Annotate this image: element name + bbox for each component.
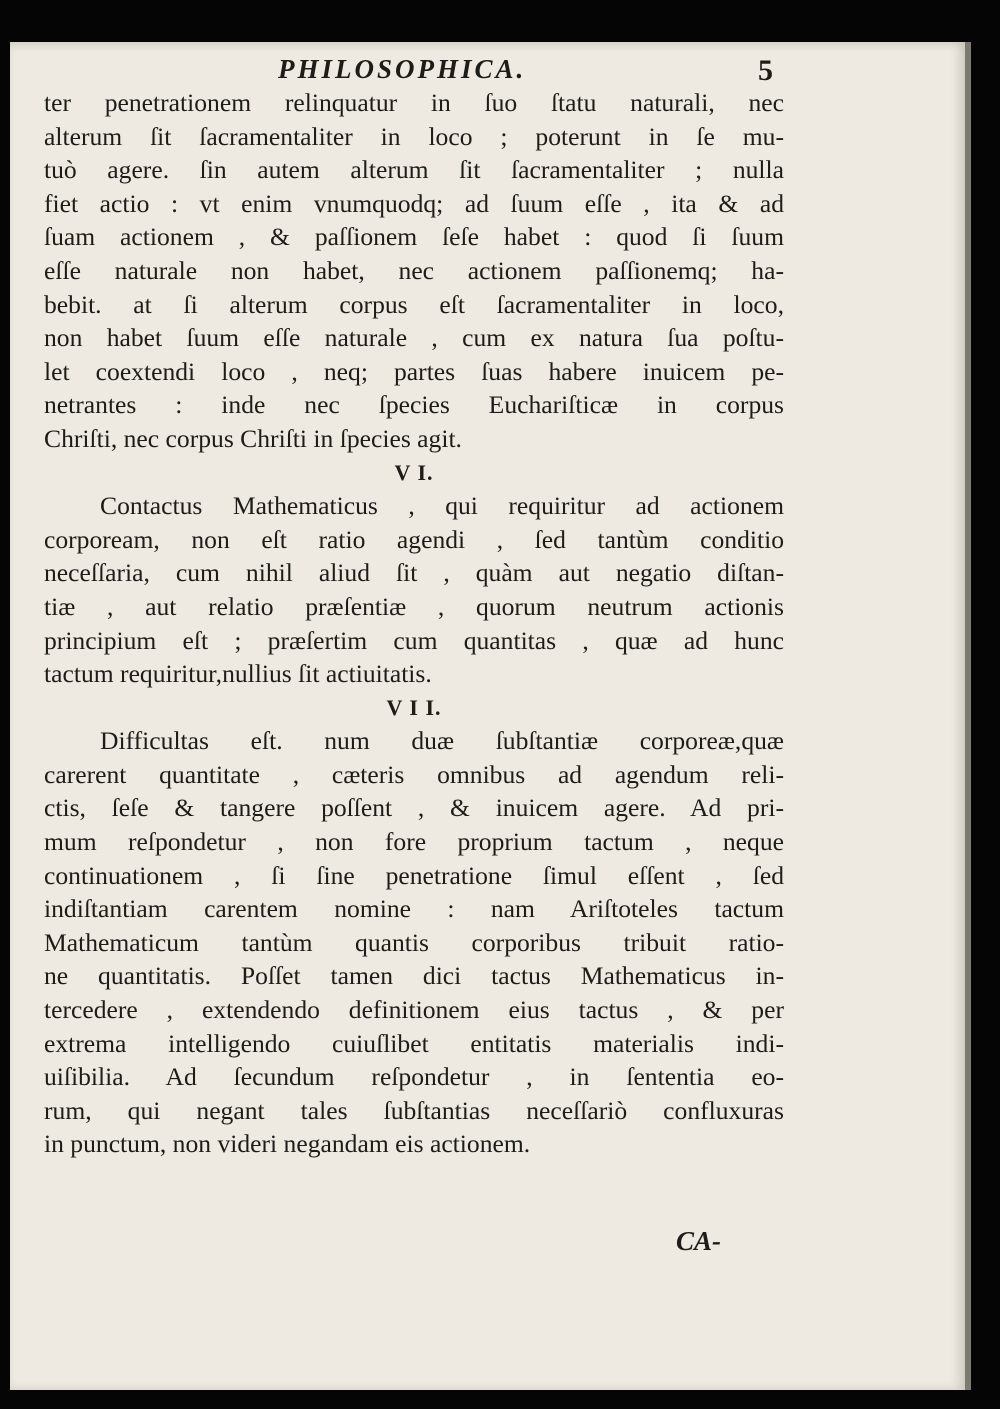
text-line: let coextendi loco , neq; partes ſuas habere inuicem pe- (44, 356, 784, 386)
catchword: CA- (676, 1226, 722, 1256)
text-line: uiſibilia. Ad ſecundum reſpondetur , in ſententia eo- (44, 1062, 784, 1092)
text-line: indiſtantiam carentem nomine : nam Ariſtoteles tactum (44, 894, 784, 924)
text-line: Mathematicum tantùm quantis corporibus tribuit ratio- (44, 927, 784, 957)
text-line: mum reſpondetur , non fore proprium tactum , neque (44, 827, 784, 857)
page-number: 5 (758, 54, 773, 87)
text-line: ſuam actionem , & paſſionem ſeſe habet : quod ſi ſuum (44, 222, 784, 252)
text-line: non habet ſuum eſſe naturale , cum ex natura ſua poſtu- (44, 323, 784, 353)
text-line: netrantes : inde nec ſpecies Euchariſticæ in corpus (44, 390, 784, 420)
text-line: continuationem , ſi ſine penetratione ſimul eſſent , ſed (44, 860, 784, 890)
text-line: Chriſti, nec corpus Chriſti in ſpecies agit. (44, 423, 462, 453)
page-edge (965, 42, 971, 1390)
text-line: rum, qui negant tales ſubſtantias neceſſariò confluxuras (44, 1095, 784, 1125)
text-line: extrema intelligendo cuiuſlibet entitatis materialis indi- (44, 1028, 784, 1058)
text-line: fiet actio : vt enim vnumquodq; ad ſuum eſſe , ita & ad (44, 188, 784, 218)
text-line: in punctum, non videri negandam eis actionem. (44, 1129, 531, 1159)
text-line: principium eſt ; præſertim cum quantitas , quæ ad hunc (44, 625, 784, 655)
text-line: corpoream, non eſt ratio agendi , ſed tantùm conditio (44, 524, 784, 554)
text-block (44, 86, 784, 1161)
section-heading: V I I. (386, 694, 442, 720)
text-line: Difficultas eſt. num duæ ſubſtantiæ corporeæ,quæ (100, 726, 784, 756)
text-line: ne quantitatis. Poſſet tamen dici tactus Mathematicus in- (44, 961, 784, 991)
text-line: alterum ſit ſacramentaliter in loco ; poterunt in ſe mu- (44, 121, 784, 151)
text-line: tuò agere. ſin autem alterum ſit ſacramentaliter ; nulla (44, 155, 784, 185)
text-line: ter penetrationem relinquatur in ſuo ſtatu naturali, nec (44, 88, 784, 117)
text-line: eſſe naturale non habet, nec actionem paſſionemq; ha- (44, 255, 784, 285)
text-line: ctis, ſeſe & tangere poſſent , & inuicem agere. Ad pri- (44, 793, 784, 823)
text-line: tercedere , extendendo definitionem eius tactus , & per (44, 995, 784, 1025)
text-line: neceſſaria, cum nihil aliud ſit , quàm aut negatio diſtan- (44, 558, 784, 588)
text-line: tiæ , aut relatio præſentiæ , quorum neutrum actionis (44, 591, 784, 621)
text-line: carerent quantitate , cæteris omnibus ad agendum reli- (44, 759, 784, 789)
text-line: bebit. at ſi alterum corpus eſt ſacramentaliter in loco, (44, 289, 784, 319)
section-heading: V I. (394, 459, 434, 485)
running-head: PHILOSOPHICA. (278, 54, 527, 84)
text-line: tactum requiritur,nullius ſit actiuitatis. (44, 659, 432, 689)
text-line: Contactus Mathematicus , qui requiritur ad actionem (100, 491, 784, 521)
